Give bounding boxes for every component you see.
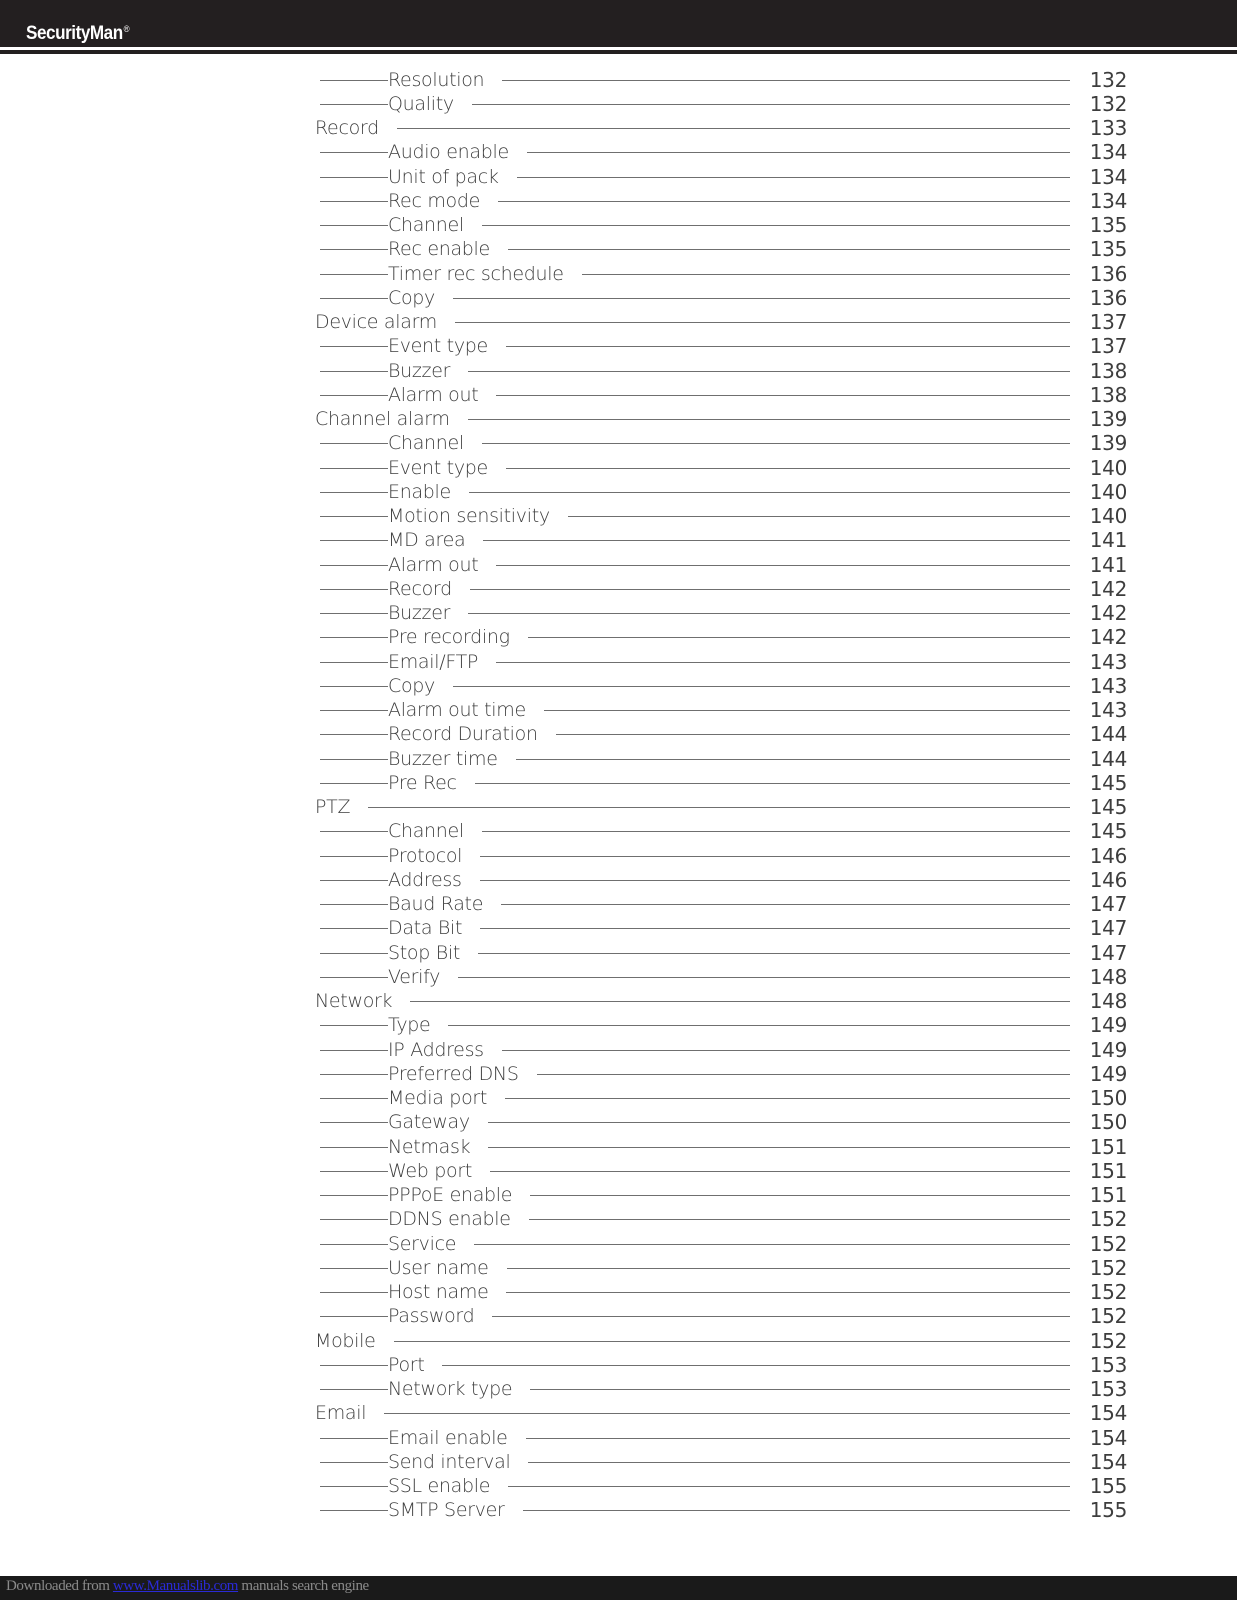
toc-entry-label: Preferred DNS [388,1062,537,1086]
toc-entry-label: SSL enable [388,1474,508,1498]
toc-entry-label: Network type [388,1377,530,1401]
toc-entry-label: PTZ [315,795,368,819]
toc-section-entry[interactable] [0,1401,1237,1425]
toc-entry-label: Timer rec schedule [388,262,582,286]
toc-subsection-entry[interactable] [0,916,1237,940]
toc-entry-label: Buzzer [388,601,468,625]
toc-subsection-entry[interactable] [0,771,1237,795]
toc-subsection-entry[interactable] [0,625,1237,649]
toc-section-entry[interactable] [0,116,1237,140]
brand-name: SecurityMan [26,23,123,44]
toc-subsection-entry[interactable] [0,1062,1237,1086]
toc-page-number: 146 [1089,843,1127,868]
toc-page-number: 151 [1089,1158,1127,1183]
toc-entry-label: Audio enable [388,140,527,164]
toc-entry-label: Channel alarm [315,407,468,431]
toc-page-number: 152 [1089,1304,1127,1329]
toc-page-number: 135 [1089,213,1127,237]
toc-entry-label: Record [315,116,397,140]
toc-subsection-entry[interactable] [0,165,1237,189]
toc-subsection-entry[interactable] [0,1450,1237,1474]
toc-entry-label: Channel [388,819,482,843]
toc-page-number: 133 [1089,116,1127,140]
toc-entry-label: Email enable [388,1426,526,1450]
toc-subsection-entry[interactable] [0,722,1237,746]
brand-logo [26,23,129,45]
toc-entry-label: Service [388,1232,474,1256]
toc-page-number: 147 [1089,940,1127,965]
toc-entry-label: Stop Bit [388,941,478,965]
toc-subsection-entry[interactable] [0,965,1237,989]
toc-entry-label: Pre recording [388,625,528,649]
toc-page-number: 139 [1089,431,1127,456]
toc-entry-label: Event type [388,456,506,480]
toc-page-number: 138 [1089,382,1127,407]
toc-page-number: 140 [1089,455,1127,480]
toc-entry-label: Web port [388,1159,490,1183]
toc-page-number: 136 [1089,285,1127,310]
toc-subsection-entry[interactable] [0,674,1237,698]
toc-page-number: 152 [1089,1255,1127,1280]
toc-page-number: 150 [1089,1110,1127,1135]
toc-page-number: 139 [1089,407,1127,431]
toc-page-number: 137 [1089,334,1127,359]
toc-page-number: 144 [1089,722,1127,747]
toc-page-number: 145 [1089,770,1127,795]
toc-leader-line [320,1413,1070,1414]
toc-entry-label: Copy [388,286,453,310]
toc-subsection-entry[interactable] [0,553,1237,577]
toc-subsection-entry[interactable] [0,819,1237,843]
toc-entry-label: Event type [388,334,506,358]
toc-entry-label: Verify [388,965,458,989]
toc-subsection-entry[interactable] [0,334,1237,358]
toc-page-number: 152 [1089,1231,1127,1256]
footer-suffix: manuals search engine [238,1578,369,1594]
manualslib-link[interactable]: www.Manualslib.com [112,1578,239,1594]
toc-page-number: 132 [1089,67,1127,92]
toc-entry-label: Host name [388,1280,506,1304]
toc-section-entry[interactable] [0,1329,1237,1353]
toc-subsection-entry[interactable] [0,1498,1237,1522]
toc-page-number: 154 [1089,1449,1127,1474]
toc-subsection-entry[interactable] [0,456,1237,480]
toc-entry-label: Mobile [315,1329,394,1353]
toc-entry-label: Port [388,1353,442,1377]
toc-subsection-entry[interactable] [0,941,1237,965]
toc-page-number: 147 [1089,916,1127,941]
toc-page-number: 154 [1089,1401,1127,1426]
toc-entry-label: Device alarm [315,310,455,334]
toc-page-number: 137 [1089,310,1127,334]
toc-subsection-entry[interactable] [0,1426,1237,1450]
toc-subsection-entry[interactable] [0,140,1237,164]
toc-entry-label: Password [388,1304,492,1328]
toc-subsection-entry[interactable] [0,68,1237,92]
toc-leader-line [320,1341,1070,1342]
toc-subsection-entry[interactable] [0,892,1237,916]
toc-subsection-entry[interactable] [0,1013,1237,1037]
toc-subsection-entry[interactable] [0,480,1237,504]
toc-page-number: 140 [1089,479,1127,504]
toc-entry-label: SMTP Server [388,1498,523,1522]
toc-subsection-entry[interactable] [0,237,1237,261]
toc-entry-label: Motion sensitivity [388,504,568,528]
toc-page-number: 155 [1089,1474,1127,1498]
toc-section-entry[interactable] [0,795,1237,819]
footer-bar [0,1576,1237,1600]
toc-entry-label: Enable [388,480,469,504]
toc-page-number: 145 [1089,819,1127,844]
toc-entry-label: Address [388,868,480,892]
toc-subsection-entry[interactable] [0,698,1237,722]
toc-section-entry[interactable] [0,310,1237,334]
toc-page-number: 147 [1089,892,1127,916]
toc-subsection-entry[interactable] [0,92,1237,116]
toc-entry-label: Copy [388,674,453,698]
toc-page-number: 134 [1089,164,1127,189]
toc-subsection-entry[interactable] [0,431,1237,455]
toc-entry-label: Media port [388,1086,505,1110]
footer-text [6,1578,369,1595]
toc-page-number: 151 [1089,1183,1127,1207]
toc-page-number: 146 [1089,867,1127,892]
toc-entry-label: Email [315,1401,384,1425]
toc-page-number: 155 [1089,1498,1127,1523]
toc-entry-label: Quality [388,92,472,116]
toc-subsection-entry[interactable] [0,747,1237,771]
toc-page-number: 138 [1089,358,1127,383]
toc-entry-label: Alarm out time [388,698,544,722]
toc-entry-label: Pre Rec [388,771,475,795]
toc-subsection-entry[interactable] [0,359,1237,383]
toc-entry-label: Channel [388,431,482,455]
toc-page-number: 152 [1089,1280,1127,1304]
toc-page-number: 143 [1089,698,1127,722]
toc-page-number: 134 [1089,140,1127,165]
toc-subsection-entry[interactable] [0,1280,1237,1304]
toc-entry-label: PPPoE enable [388,1183,530,1207]
table-of-contents [0,68,1237,1523]
toc-subsection-entry[interactable] [0,1159,1237,1183]
toc-page-number: 136 [1089,261,1127,286]
toc-entry-label: Resolution [388,68,502,92]
toc-subsection-entry[interactable] [0,1135,1237,1159]
toc-entry-label: Buzzer time [388,747,516,771]
toc-entry-label: Type [388,1013,448,1037]
toc-subsection-entry[interactable] [0,844,1237,868]
toc-subsection-entry[interactable] [0,1256,1237,1280]
toc-page-number: 144 [1089,746,1127,771]
toc-entry-label: Channel [388,213,482,237]
toc-subsection-entry[interactable] [0,650,1237,674]
toc-entry-label: Email/FTP [388,650,496,674]
toc-subsection-entry[interactable] [0,1474,1237,1498]
toc-entry-label: Network [315,989,410,1013]
toc-page-number: 148 [1089,989,1127,1013]
toc-page-number: 153 [1089,1377,1127,1401]
toc-subsection-entry[interactable] [0,1038,1237,1062]
toc-subsection-entry[interactable] [0,1110,1237,1134]
toc-subsection-entry[interactable] [0,577,1237,601]
toc-entry-label: Buzzer [388,359,468,383]
toc-entry-label: Record Duration [388,722,556,746]
toc-entry-label: Protocol [388,844,480,868]
toc-page-number: 143 [1089,673,1127,698]
toc-page-number: 152 [1089,1207,1127,1232]
toc-page-number: 145 [1089,795,1127,819]
toc-subsection-entry[interactable] [0,868,1237,892]
toc-entry-label: Rec enable [388,237,508,261]
toc-page-number: 148 [1089,964,1127,989]
toc-page-number: 154 [1089,1425,1127,1450]
toc-subsection-entry[interactable] [0,262,1237,286]
toc-subsection-entry[interactable] [0,213,1237,237]
toc-subsection-entry[interactable] [0,1377,1237,1401]
toc-page-number: 142 [1089,576,1127,601]
toc-section-entry[interactable] [0,989,1237,1013]
toc-subsection-entry[interactable] [0,189,1237,213]
toc-subsection-entry[interactable] [0,1353,1237,1377]
toc-entry-label: User name [388,1256,507,1280]
toc-subsection-entry[interactable] [0,1232,1237,1256]
toc-page-number: 149 [1089,1013,1127,1038]
toc-entry-label: Record [388,577,470,601]
toc-subsection-entry[interactable] [0,504,1237,528]
toc-entry-label: Rec mode [388,189,498,213]
toc-subsection-entry[interactable] [0,1207,1237,1231]
toc-page-number: 149 [1089,1061,1127,1086]
toc-page-number: 134 [1089,188,1127,213]
toc-subsection-entry[interactable] [0,528,1237,552]
toc-page-number: 141 [1089,528,1127,553]
toc-subsection-entry[interactable] [0,1304,1237,1328]
toc-page-number: 142 [1089,625,1127,650]
toc-entry-label: Alarm out [388,383,496,407]
header-bar [0,0,1237,47]
toc-page-number: 149 [1089,1037,1127,1062]
toc-entry-label: Data Bit [388,916,480,940]
toc-entry-label: MD area [388,528,483,552]
toc-subsection-entry[interactable] [0,1086,1237,1110]
toc-subsection-entry[interactable] [0,601,1237,625]
toc-entry-label: Gateway [388,1110,488,1134]
toc-page-number: 141 [1089,552,1127,577]
toc-subsection-entry[interactable] [0,286,1237,310]
toc-leader-line [320,1001,1070,1002]
registered-mark: ® [123,23,130,34]
toc-page-number: 153 [1089,1352,1127,1377]
toc-page-number: 135 [1089,237,1127,262]
toc-subsection-entry[interactable] [0,383,1237,407]
toc-entry-label: IP Address [388,1038,502,1062]
toc-entry-label: Unit of pack [388,165,517,189]
toc-entry-label: Send interval [388,1450,528,1474]
toc-page-number: 132 [1089,91,1127,116]
toc-page-number: 143 [1089,649,1127,674]
toc-page-number: 150 [1089,1086,1127,1110]
toc-page-number: 152 [1089,1328,1127,1353]
toc-subsection-entry[interactable] [0,1183,1237,1207]
toc-page-number: 140 [1089,504,1127,528]
toc-page-number: 151 [1089,1134,1127,1159]
toc-leader-line [320,807,1070,808]
toc-entry-label: Baud Rate [388,892,501,916]
toc-entry-label: Netmask [388,1135,488,1159]
toc-entry-label: Alarm out [388,553,496,577]
toc-entry-label: DDNS enable [388,1207,529,1231]
toc-section-entry[interactable] [0,407,1237,431]
footer-prefix: Downloaded from [6,1578,110,1594]
toc-leader-line [320,128,1070,129]
header-rule [0,50,1237,54]
toc-page-number: 142 [1089,601,1127,625]
